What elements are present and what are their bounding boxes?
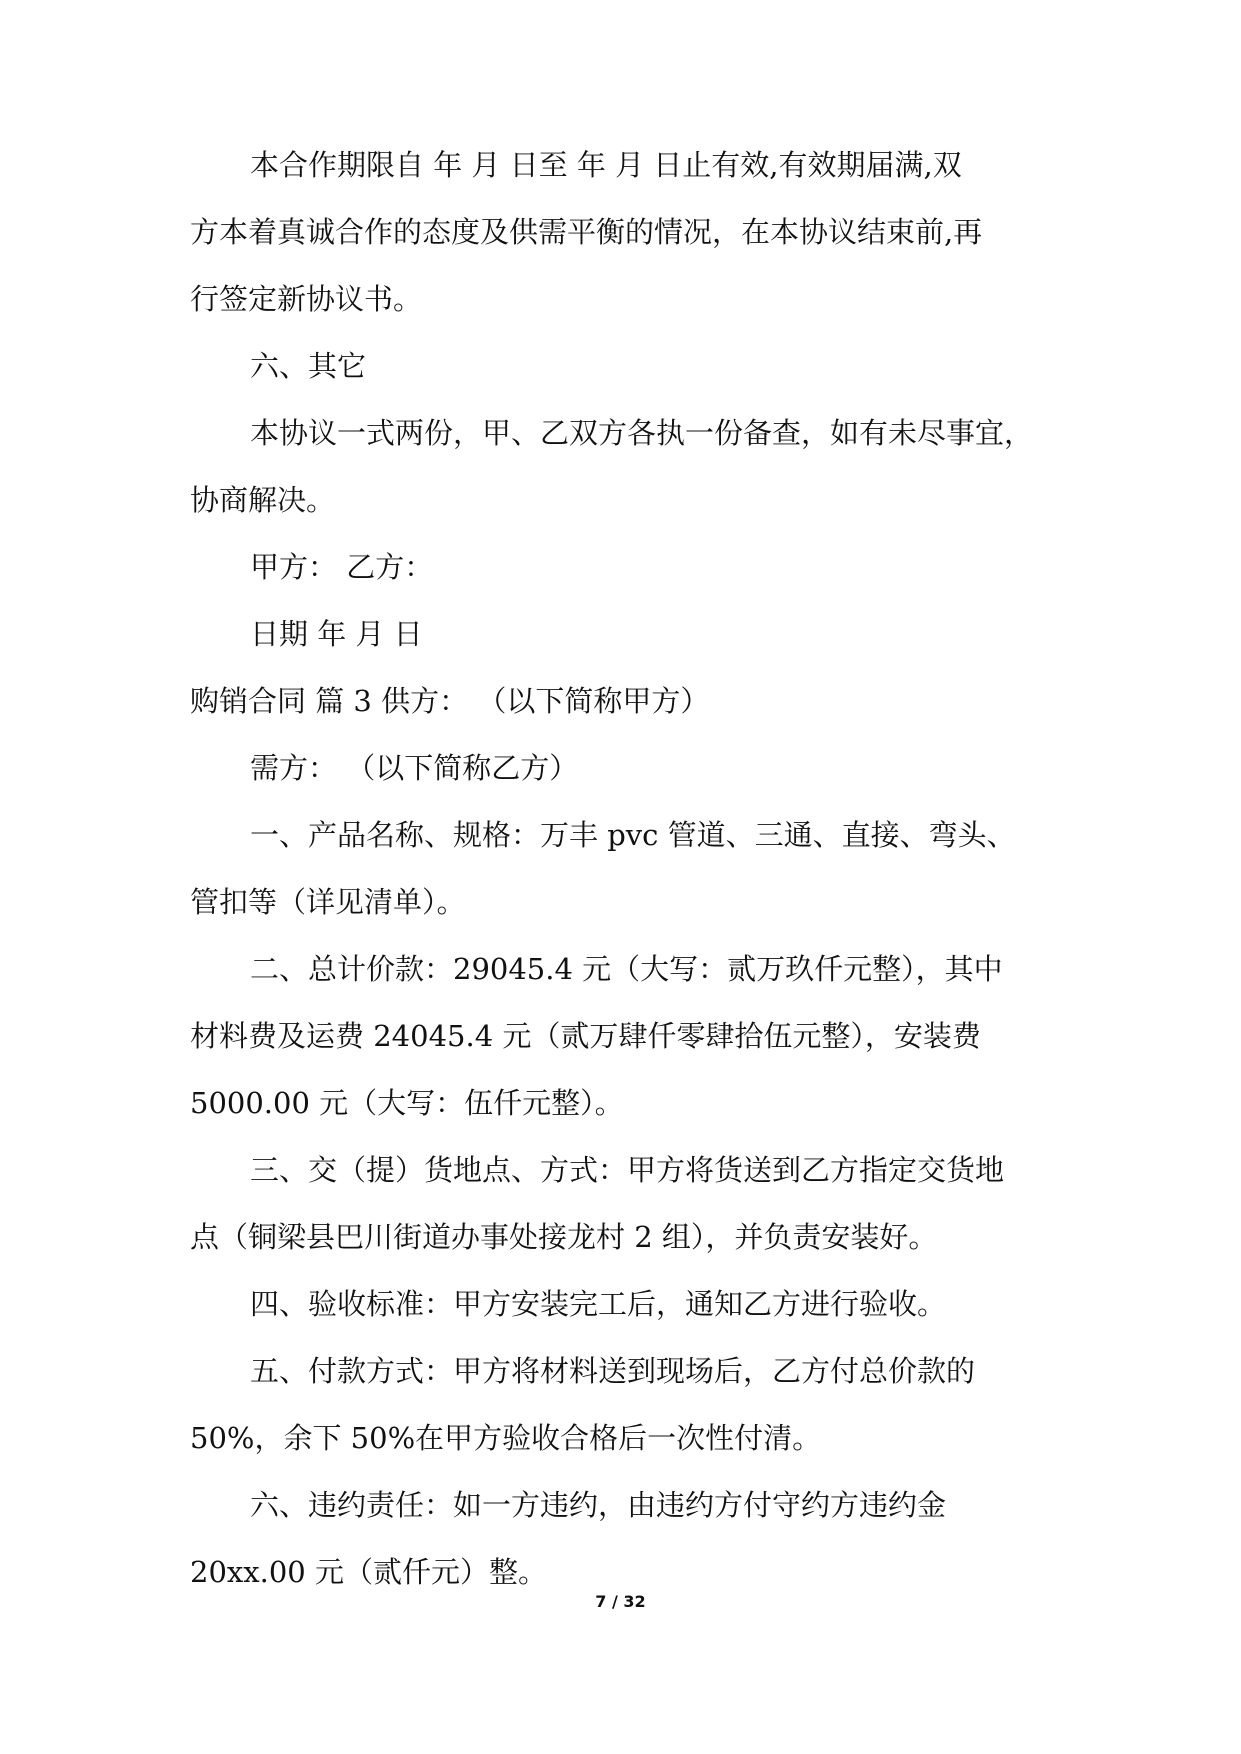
- text-line: 50%，余下 50%在甲方验收合格后一次性付清。: [190, 1421, 822, 1455]
- text-line: 20xx.00 元（贰仟元）整。: [190, 1555, 547, 1589]
- text-line: 协商解决。: [190, 483, 336, 517]
- text-line: 三、交（提）货地点、方式：甲方将货送到乙方指定交货地: [250, 1153, 1005, 1187]
- text-line: 一、产品名称、规格：万丰 pvc 管道、三通、直接、弯头、: [250, 818, 1016, 852]
- text-line: 五、付款方式：甲方将材料送到现场后，乙方付总价款的: [250, 1354, 976, 1388]
- document-body: [190, 132, 1070, 1606]
- text-line: 行签定新协议书。: [190, 282, 423, 316]
- contract-heading: 购销合同 篇 3 供方： （以下简称甲方）: [190, 684, 710, 718]
- text-line: 方本着真诚合作的态度及供需平衡的情况，在本协议结束前,再: [190, 215, 983, 249]
- text-line: 本协议一式两份，甲、乙双方各执一份备查，如有未尽事宜，: [250, 416, 1034, 450]
- text-line: 四、验收标准：甲方安装完工后，通知乙方进行验收。: [250, 1287, 947, 1321]
- text-line: 六、违约责任：如一方违约，由违约方付守约方违约金: [250, 1488, 947, 1522]
- text-line: 管扣等（详见清单）。: [190, 885, 466, 919]
- section-heading: 六、其它: [250, 349, 367, 383]
- date-line: 日期 年 月 日: [250, 617, 423, 651]
- text-line: 点（铜梁县巴川街道办事处接龙村 2 组），并负责安装好。: [190, 1220, 938, 1254]
- page-number: 7 / 32: [595, 1592, 646, 1611]
- text-line: 二、总计价款：29045.4 元（大写：贰万玖仟元整），其中: [250, 952, 1003, 986]
- text-line: 5000.00 元（大写：伍仟元整）。: [190, 1086, 624, 1120]
- text-line: 本合作期限自 年 月 日至 年 月 日止有效,有效期届满,双: [250, 148, 962, 182]
- text-line: 材料费及运费 24045.4 元（贰万肆仟零肆拾伍元整），安装费: [190, 1019, 981, 1053]
- text-line: 需方： （以下简称乙方）: [250, 751, 579, 785]
- signature-line: 甲方： 乙方：: [250, 550, 434, 584]
